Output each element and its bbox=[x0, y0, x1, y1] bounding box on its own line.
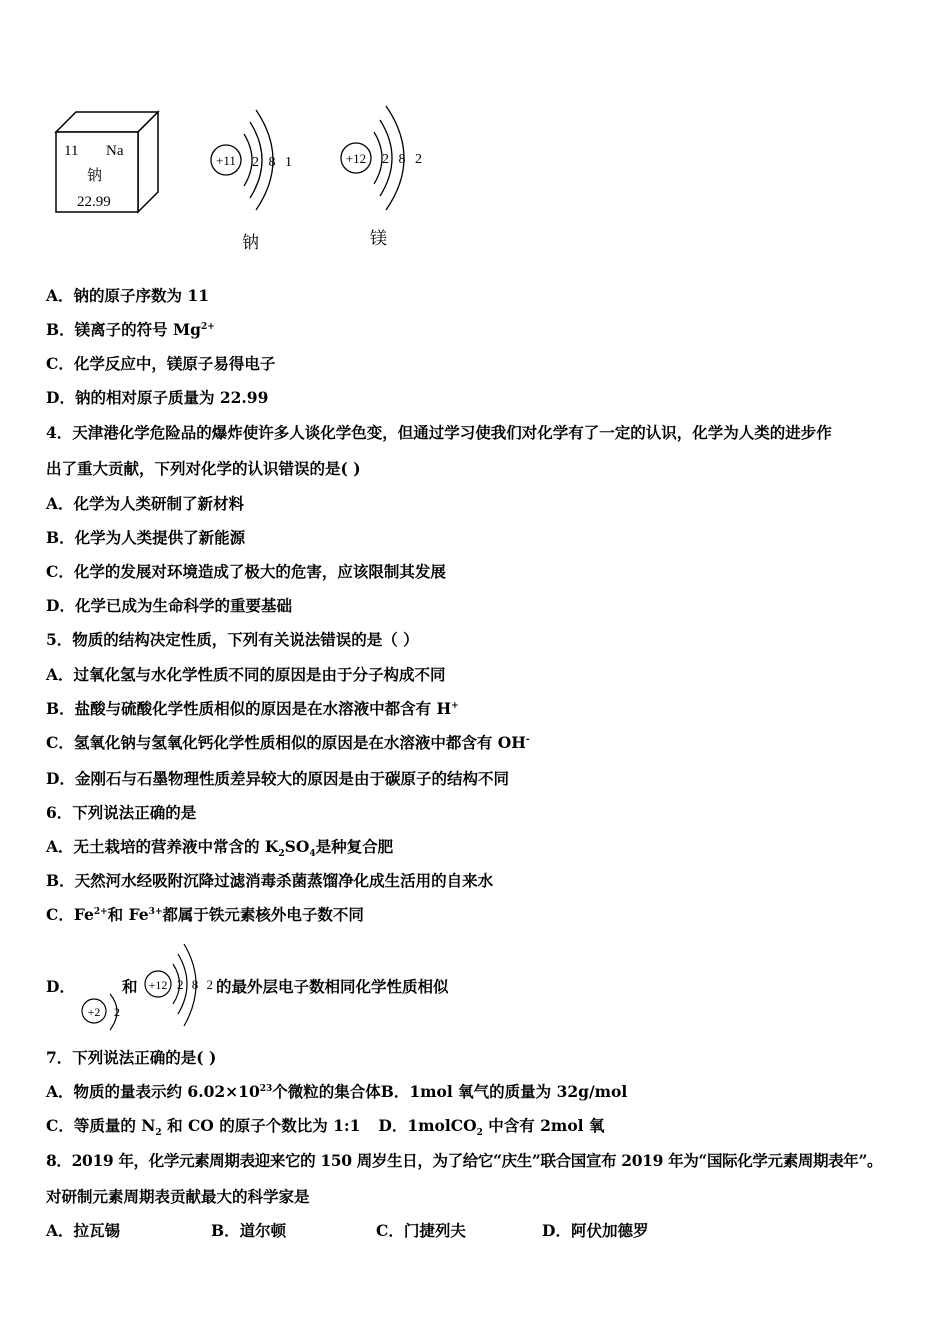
element-mass: 22.99 bbox=[77, 194, 111, 210]
q6-option-c: C．$Fe^{2+}$和 $Fe^{3+}$都属于铁元素核外电子数不同 bbox=[46, 905, 364, 924]
q7-options-ab: A．物质的量表示约 $6.02\times 10^{23}$个微粒的集合体B．1mol 氧气的质量为 32g/mol bbox=[46, 1082, 628, 1101]
q5-option-a: A．过氧化氢与水化学性质不同的原因是由于分子构成不同 bbox=[46, 665, 446, 684]
q8-stem-line1: 8．2019 年，化学元素周期表迎来它的 150 周岁生日，为了给它“庆生”联合国宣布 2019 年为“国际化学元素周期表年”。 bbox=[46, 1151, 883, 1170]
magnesium-atom-diagram bbox=[334, 98, 434, 218]
q8-option-c: C．门捷列夫 bbox=[376, 1221, 466, 1240]
element-name: 钠 bbox=[87, 166, 103, 184]
q6-option-d-text: 的最外层电子数相同化学性质相似 bbox=[216, 977, 449, 996]
sodium-nucleus: +11 bbox=[216, 153, 236, 168]
q8-stem-line2: 对研制元素周期表贡献最大的科学家是 bbox=[46, 1187, 310, 1206]
magnesium-nucleus: +12 bbox=[345, 151, 367, 166]
q5-option-b: B．盐酸与硫酸化学性质相似的原因是在水溶液中都含有 H+ bbox=[46, 699, 459, 718]
q8-option-b: B．道尔顿 bbox=[211, 1221, 287, 1240]
element-symbol: Na bbox=[106, 143, 124, 159]
q6-option-d-label: D． bbox=[46, 977, 75, 996]
q4-option-a: A．化学为人类研制了新材料 bbox=[46, 494, 245, 513]
magnesium-caption: 镁 bbox=[370, 229, 387, 249]
q3-option-b: B．镁离子的符号 $Mg^{2+}$ bbox=[46, 320, 215, 339]
q4-stem-line2: 出了重大贡献，下列对化学的认识错误的是( ) bbox=[46, 459, 361, 478]
q3-option-a: A．钠的原子序数为 11 bbox=[46, 286, 209, 305]
q6-option-d-and: 和 bbox=[122, 977, 138, 996]
q5-option-d: D．金刚石与石墨物理性质差异较大的原因是由于碳原子的结构不同 bbox=[46, 769, 509, 788]
helium-shell: 2 bbox=[114, 1005, 120, 1019]
element-box-figure bbox=[52, 108, 164, 216]
q5-option-c: C．氢氧化钠与氢氧化钙化学性质相似的原因是在水溶液中都含有 OH- bbox=[46, 733, 530, 752]
q4-option-c: C．化学的发展对环境造成了极大的危害，应该限制其发展 bbox=[46, 562, 446, 581]
magnesium-shells: 2 8 2 bbox=[382, 152, 422, 167]
q4-option-d: D．化学已成为生命科学的重要基础 bbox=[46, 596, 292, 615]
q8-option-a: A．拉瓦锡 bbox=[46, 1221, 121, 1240]
q3-option-d: D．钠的相对原子质量为 22.99 bbox=[46, 388, 269, 407]
q6-option-a: A．无土栽培的营养液中常含的 $K_2SO_4$是种复合肥 bbox=[46, 837, 394, 860]
q6-option-b: B．天然河水经吸附沉降过滤消毒杀菌蒸馏净化成生活用的自来水 bbox=[46, 871, 494, 890]
q4-stem-line1: 4．天津港化学危险品的爆炸使许多人谈化学色变，但通过学习使我们对化学有了一定的认识，化学为人类的进步作 bbox=[46, 423, 832, 442]
sodium-caption: 钠 bbox=[242, 233, 259, 253]
sodium-shells: 2 8 1 bbox=[252, 155, 292, 170]
element-number: 11 bbox=[64, 143, 79, 159]
q8-option-d: D．阿伏加德罗 bbox=[542, 1221, 649, 1240]
sodium-atom-diagram bbox=[204, 100, 304, 220]
q4-option-b: B．化学为人类提供了新能源 bbox=[46, 528, 246, 547]
helium-nucleus: +2 bbox=[87, 1005, 101, 1019]
magnesium-small-shells: 2 8 2 bbox=[177, 977, 213, 992]
q5-stem: 5．物质的结构决定性质，下列有关说法错误的是（ ） bbox=[46, 630, 419, 649]
q7-stem: 7．下列说法正确的是( ) bbox=[46, 1048, 217, 1067]
q6-stem: 6．下列说法正确的是 bbox=[46, 803, 197, 822]
q7-options-cd: C．等质量的 $N_2$ 和 CO 的原子个数比为 1:1 D．1molCO$_2$ 中含有 2mol 氧 bbox=[46, 1116, 605, 1139]
helium-atom-diagram bbox=[76, 990, 126, 1034]
magnesium-small-nucleus: +12 bbox=[148, 978, 168, 992]
magnesium-atom-small-diagram bbox=[142, 938, 218, 1030]
q3-option-c: C．化学反应中，镁原子易得电子 bbox=[46, 354, 276, 373]
